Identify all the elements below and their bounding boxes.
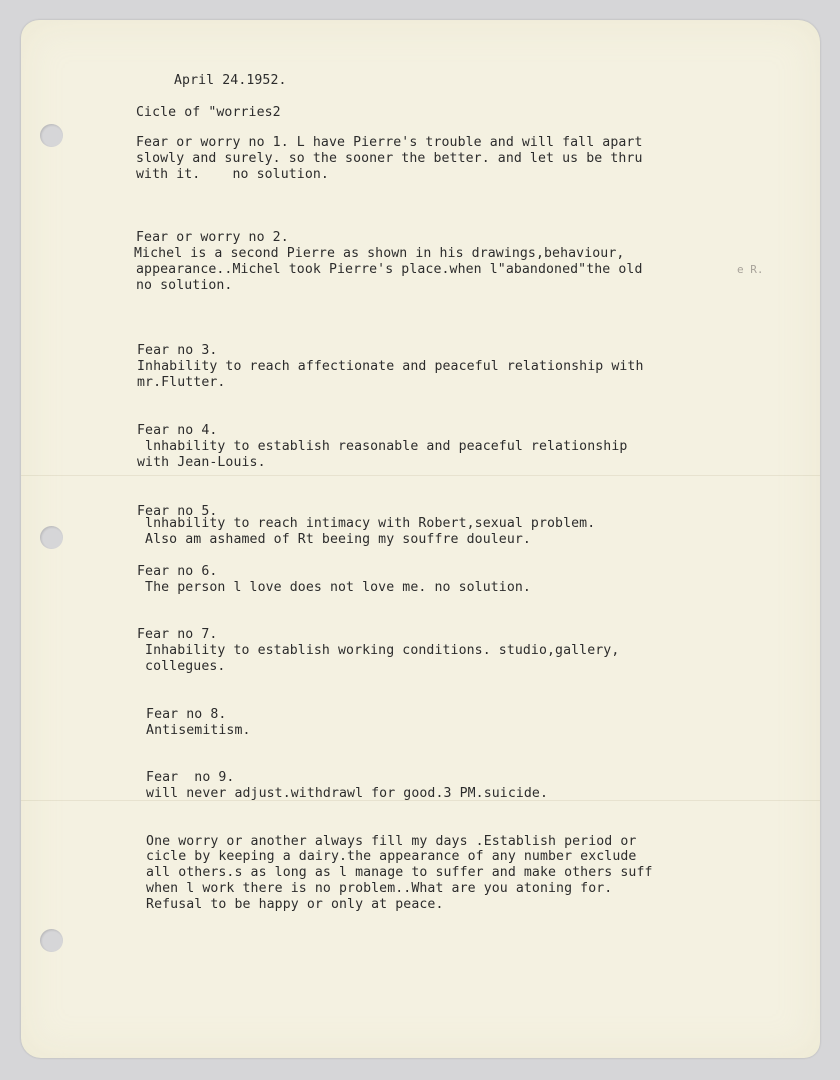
fear-8-line-1: Fear no 8. xyxy=(138,707,227,722)
fear-8-line-2: Antisemitism. xyxy=(138,723,251,738)
fear-3-line-1: Fear no 3. xyxy=(137,343,218,358)
fear-4-line-1: Fear no 4. xyxy=(137,423,218,438)
punch-hole xyxy=(40,526,63,549)
fear-6-line-1: Fear no 6. xyxy=(137,564,218,579)
fear-2-line-1: Fear or worry no 2. xyxy=(136,230,289,245)
fold-crease xyxy=(21,475,820,476)
closing-line-4: when l work there is no problem..What are you atoning for. xyxy=(138,881,613,896)
fear-4-line-3: with Jean-Louis. xyxy=(137,455,266,470)
fear-4-line-2: lnhability to establish reasonable and peaceful relationship xyxy=(137,439,628,454)
fear-3-line-2: Inhability to reach affectionate and peaceful relationship with xyxy=(137,359,644,374)
fear-6-line-2: The person l love does not love me. no solution. xyxy=(137,580,531,595)
fear-5-line-1: Fear no 5. xyxy=(137,504,218,519)
fear-1-line-1: Fear or worry no 1. L have Pierre's trouble and will fall apart xyxy=(136,135,643,150)
closing-line-1: One worry or another always fill my days .Establish period or xyxy=(138,834,637,849)
fear-2-line-3: appearance..Michel took Pierre's place.when l"abandoned"the old xyxy=(136,262,643,277)
closing-line-5: Refusal to be happy or only at peace. xyxy=(138,897,444,912)
document-date: April 24.1952. xyxy=(174,73,287,88)
fear-3-line-3: mr.Flutter. xyxy=(137,375,226,390)
fear-5-line-2: lnhability to reach intimacy with Robert,sexual problem. xyxy=(137,516,596,531)
closing-line-3: all others.s as long as l manage to suffer and make others suff xyxy=(138,865,653,880)
handwritten-margin-note: e R. xyxy=(737,263,764,276)
fear-2-line-4: no solution. xyxy=(136,278,233,293)
punch-hole xyxy=(40,124,63,147)
fear-9-line-2: will never adjust.withdrawl for good.3 PM.suicide. xyxy=(138,786,549,801)
fear-7-line-2: Inhability to establish working conditions. studio,gallery, xyxy=(137,643,620,658)
typed-page xyxy=(21,20,820,1058)
fear-7-line-3: collegues. xyxy=(137,659,226,674)
document-title: Cicle of "worries2 xyxy=(136,105,281,120)
fear-1-line-3: with it. no solution. xyxy=(136,167,329,182)
fear-2-line-2: Michel is a second Pierre as shown in his drawings,behaviour, xyxy=(134,246,625,261)
fear-1-line-2: slowly and surely. so the sooner the better. and let us be thru xyxy=(136,151,643,166)
closing-line-2: cicle by keeping a dairy.the appearance of any number exclude xyxy=(138,849,637,864)
punch-hole xyxy=(40,929,63,952)
fear-5-line-3: Also am ashamed of Rt beeing my souffre douleur. xyxy=(137,532,531,547)
fear-9-line-1: Fear no 9. xyxy=(138,770,235,785)
fear-7-line-1: Fear no 7. xyxy=(137,627,218,642)
